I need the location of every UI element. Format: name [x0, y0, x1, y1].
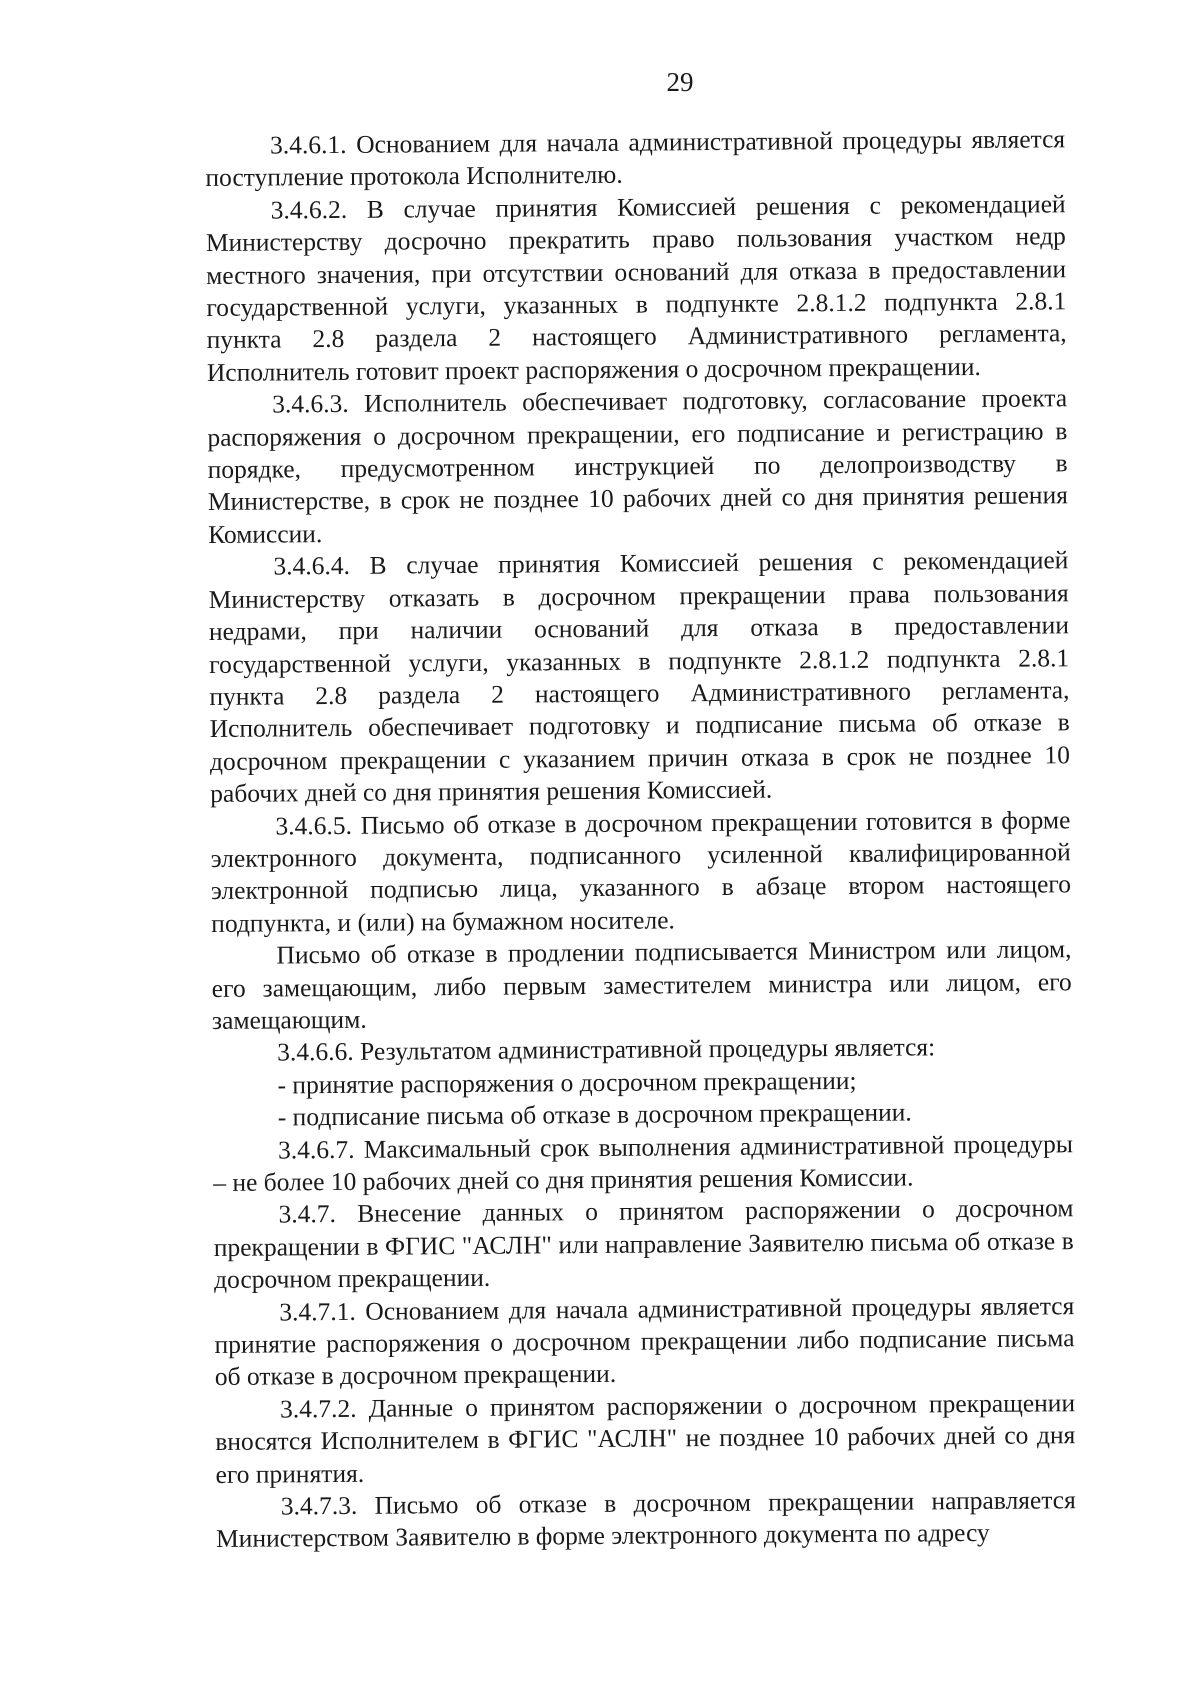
list-item-letter-signing: - подписание письма об отказе в досрочном прекращении. [277, 1097, 912, 1132]
paragraph-3-4-6-6: 3.4.6.6. Результатом административной процедуры является: [277, 1032, 936, 1067]
paragraph-3-4-6-1: 3.4.6.1. Основанием для начала административной процедуры является поступление протокола Исполнителю. [205, 124, 1066, 193]
paragraph-3-4-6-4: 3.4.6.4. В случае принятия Комиссией решения с рекомендацией Министерству отказать в досрочном прекращении права пользования недрами, при наличии оснований для отказа в предоставлении государственной услуги, указанных в подпункте 2.8.1.2 подпункта 2.8.1 пункта 2.8 раздела 2 настоящего Административного регламента, Исполнитель обеспечивает подготовку и подписание письма об отказе в досрочном прекращении с указанием причин отказа в срок не позднее 10 рабочих дней со дня принятия решения Комиссией. [208, 545, 1071, 809]
paragraph-3-4-6-3: 3.4.6.3. Исполнитель обеспечивает подготовку, согласование проекта распоряжения о досрочном прекращении, его подписание и регистрацию в порядке, предусмотренном инструкцией по делопроизводству в Министерстве, в срок не позднее 10 рабочих дней со дня принятия решения Комиссии. [207, 383, 1069, 549]
paragraph-3-4-6-5: 3.4.6.5. Письмо об отказе в досрочном прекращении готовится в форме электронного документа, подписанного усиленной квалифицированной электронной подписью лица, указанного в абзаце втором настоящего подпункта, и (или) на бумажном носителе. [210, 804, 1072, 938]
paragraph-refusal-signing: Письмо об отказе в продлении подписывается Министром или лицом, его замещающим, либо первым заместителем министра или лицом, его замещающим. [211, 934, 1072, 1035]
paragraph-3-4-7: 3.4.7. Внесение данных о принятом распоряжении о досрочном прекращении в ФГИС "АСЛН" или направление Заявителю письма об отказе в досрочном прекращении. [213, 1193, 1074, 1295]
paragraph-3-4-7-3: 3.4.7.3. Письмо об отказе в досрочном прекращении направляется Министерством Заявителю в форме электронного документа по адресу [215, 1485, 1076, 1554]
list-item-order-adoption: - принятие распоряжения о досрочном прекращении; [277, 1065, 857, 1100]
paragraph-3-4-6-2: 3.4.6.2. В случае принятия Комиссией решения с рекомендацией Министерству досрочно прекратить право пользования участком недр местного значения, при отсутствии оснований для отказа в предоставлении государственной услуги, указанных в подпункте 2.8.1.2 подпункта 2.8.1 пункта 2.8 раздела 2 настоящего Административного регламента, Исполнитель готовит проект распоряжения о досрочном прекращении. [205, 189, 1067, 387]
paragraph-3-4-7-1: 3.4.7.1. Основанием для начала административной процедуры является принятие распоряжения о досрочном прекращении либо подписание письма об отказе в досрочном прекращении. [214, 1290, 1075, 1392]
page-number: 29 [666, 67, 694, 97]
paragraph-3-4-7-2: 3.4.7.2. Данные о принятом распоряжении о досрочном прекращении вносятся Исполнителем в ФГИС "АСЛН" не позднее 10 рабочих дней со дня его принятия. [215, 1388, 1076, 1489]
document-body [205, 123, 1076, 1556]
paragraph-3-4-6-7: 3.4.6.7. Максимальный срок выполнения административной процедуры – не более 10 рабочих дней со дня принятия решения Комиссии. [213, 1128, 1074, 1197]
